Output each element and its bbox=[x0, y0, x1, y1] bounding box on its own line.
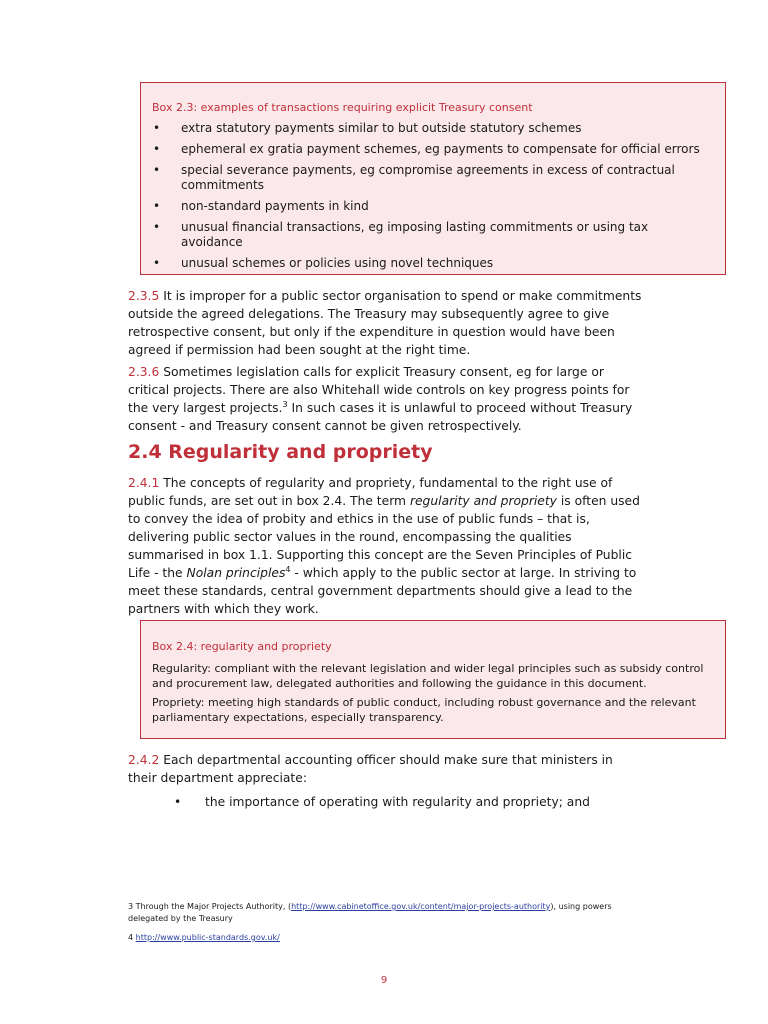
box-2-4-title: Box 2.4: regularity and propriety bbox=[152, 640, 332, 653]
footnote-ref[interactable]: 3 bbox=[282, 399, 288, 409]
section-heading: 2.4 Regularity and propriety bbox=[128, 441, 433, 463]
regularity-definition: Regularity: compliant with the relevant legislation and wider legal principles such as subsidy control and procurement law, delegated authorities and following the guidance in this document. bbox=[152, 662, 704, 690]
bullet-icon: • bbox=[153, 256, 161, 270]
page-number: 9 bbox=[380, 975, 388, 986]
list-item: • unusual financial transactions, eg imposing lasting commitments or using tax avoidance bbox=[153, 220, 649, 249]
footnote-3: 3 Through the Major Projects Authority, (http://www.cabinetoffice.gov.uk/content/major-projects-authority), using powers delegated by the Treasury bbox=[128, 902, 612, 923]
list-item: • the importance of operating with regularity and propriety; and bbox=[174, 795, 590, 809]
paragraph-number: 2.3.5 bbox=[128, 289, 160, 303]
list-item: • non-standard payments in kind bbox=[153, 199, 369, 213]
footnote-link[interactable]: http://www.cabinetoffice.gov.uk/content/major-projects-authority bbox=[291, 902, 551, 911]
paragraph-2-3-5: 2.3.5 It is improper for a public sector organisation to spend or make commitments outside the agreed delegations. The Treasury may subsequently agree to give retrospective consent, but only if the expenditure in question would have been agreed if permission had been sought at the right time. bbox=[128, 289, 642, 357]
paragraph-2-4-1: 2.4.1 The concepts of regularity and propriety, fundamental to the right use of public funds, are set out in box 2.4. The term regularity and propriety is often used to convey the idea of probity and ethics in the use of public funds – that is, delivering public sector values in the round, encompassing the qualities summarised in box 1.1. Supporting this concept are the Seven Principles of Public Life - the Nolan principles$^4$ - which apply to the public sector at large. In striving to meet these standards, central government departments should give a lead to the partners with which they work. bbox=[128, 476, 640, 616]
footnote-ref[interactable]: 4 bbox=[285, 564, 291, 574]
box-2-3-list bbox=[141, 121, 711, 277]
list-item: • special severance payments, eg compromise agreements in excess of contractual commitments bbox=[153, 163, 675, 192]
paragraph-number: 2.4.1 bbox=[128, 476, 160, 490]
paragraph-2-4-2: 2.4.2 Each departmental accounting officer should make sure that ministers in their department appreciate: bbox=[128, 753, 613, 785]
propriety-definition: Propriety: meeting high standards of public conduct, including robust governance and the relevant parliamentary expectations, especially transparency. bbox=[152, 696, 696, 724]
footnote-link[interactable]: http://www.public-standards.gov.uk/ bbox=[135, 933, 280, 942]
paragraph-number: 2.3.6 bbox=[128, 365, 160, 379]
paragraph-number: 2.4.2 bbox=[128, 753, 160, 767]
list-item: • unusual schemes or policies using novel techniques bbox=[153, 256, 494, 270]
footnote-4: 4 http://www.public-standards.gov.uk/ bbox=[128, 933, 280, 942]
bullet-icon: • bbox=[153, 199, 161, 213]
box-2-3-title: Box 2.3: examples of transactions requiring explicit Treasury consent bbox=[152, 101, 533, 114]
list-item: • extra statutory payments similar to but outside statutory schemes bbox=[153, 121, 582, 135]
bullet-icon: • bbox=[153, 142, 161, 156]
paragraph-2-3-6: 2.3.6 Sometimes legislation calls for explicit Treasury consent, eg for large or critical projects. There are also Whitehall wide controls on key progress points for the very largest projects.$^3$ In such cases it is unlawful to proceed without Treasury consent - and Treasury consent cannot be given retrospectively. bbox=[128, 365, 633, 433]
bullet-icon: • bbox=[153, 163, 161, 177]
list-item: • ephemeral ex gratia payment schemes, eg payments to compensate for official errors bbox=[153, 142, 700, 156]
bullet-icon: • bbox=[153, 220, 161, 234]
bullet-icon: • bbox=[174, 795, 182, 809]
box-2-3 bbox=[140, 82, 726, 275]
bullet-icon: • bbox=[153, 121, 161, 135]
box-2-4 bbox=[140, 620, 726, 739]
